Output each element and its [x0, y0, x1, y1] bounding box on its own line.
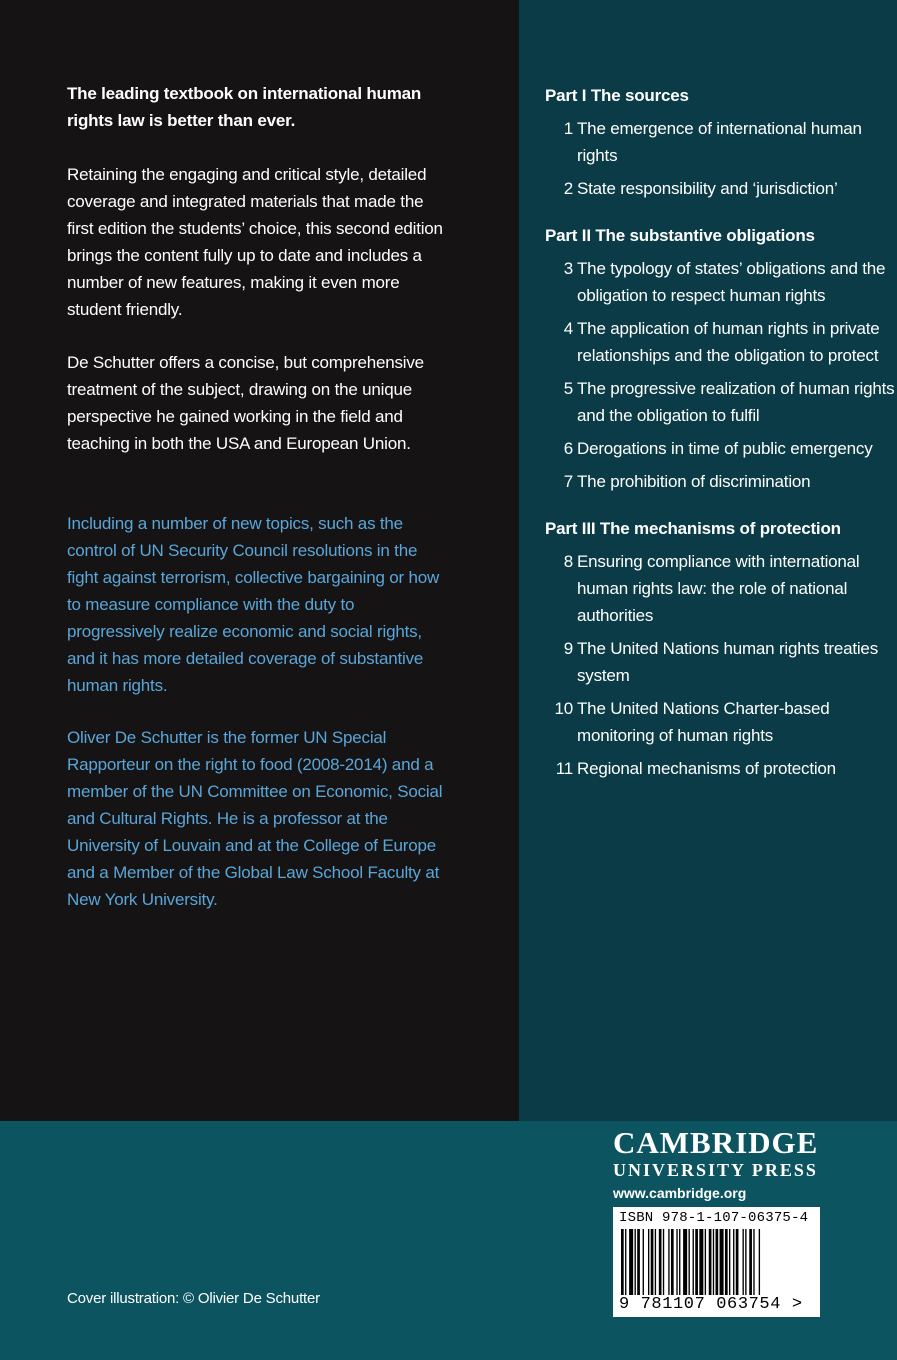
publisher-name-line2: UNIVERSITY PRESS — [613, 1160, 818, 1180]
toc-part — [545, 222, 897, 495]
toc-chapter — [545, 755, 897, 782]
author-summary-paragraph: De Schutter offers a concise, but comprehensive treatment of the subject, drawing on the unique perspective he gained working in the field and teaching in both the USA and European Union. — [67, 353, 424, 453]
chapter-number: 3 — [563, 259, 573, 278]
chapter-number: 5 — [563, 379, 573, 398]
chapter-title: Regional mechanisms of protection — [577, 759, 836, 778]
toc-chapter — [545, 175, 897, 202]
toc-chapter — [545, 435, 897, 462]
publisher-name-line1: CAMBRIDGE — [613, 1125, 819, 1160]
chapter-number: 9 — [563, 639, 573, 658]
barcode-box — [613, 1207, 820, 1317]
lead-paragraph: The leading textbook on international human rights law is better than ever. — [67, 84, 422, 130]
toc-chapter — [545, 468, 897, 495]
toc-chapter — [545, 635, 897, 689]
toc-part — [545, 515, 897, 782]
chapter-title: The application of human rights in private relationships and the obligation to protect — [577, 319, 880, 365]
toc-chapter — [545, 315, 897, 369]
chapter-number: 11 — [555, 759, 573, 778]
isbn-label: ISBN 978-1-107-06375-4 — [619, 1210, 809, 1226]
part-heading: Part II The substantive obligations — [545, 226, 815, 245]
description-paragraph: Retaining the engaging and critical style, detailed coverage and integrated materials that made the first edition the students’ choice, this second edition brings the content fully up to date and includes a number of new features, making it even more student friendly. — [67, 165, 443, 319]
chapter-number: 4 — [563, 319, 573, 338]
barcode-digits: 9 781107 063754 > — [619, 1295, 803, 1314]
chapter-number: 2 — [563, 179, 573, 198]
table-of-contents — [545, 82, 897, 802]
new-topics-paragraph: Including a number of new topics, such as the control of UN Security Council resolutions in the fight against terrorism, collective bargaining or how to measure compliance with the duty to progressively realize economic and social rights, and it has more detailed coverage of substantive human rights. — [67, 514, 440, 695]
publisher-url: www.cambridge.org — [613, 1185, 747, 1201]
part-heading: Part III The mechanisms of protection — [545, 519, 841, 538]
chapter-title: The progressive realization of human rights and the obligation to fulfil — [577, 379, 895, 425]
chapter-title: The United Nations Charter-based monitoring of human rights — [577, 699, 830, 745]
cover-credit: Cover illustration: © Olivier De Schutter — [67, 1290, 320, 1307]
chapter-number: 1 — [563, 119, 573, 138]
chapter-number: 6 — [563, 439, 573, 458]
toc-chapter — [545, 695, 897, 749]
publisher-logo — [613, 1125, 823, 1201]
chapter-title: The emergence of international human rights — [577, 119, 862, 165]
author-bio-paragraph: Oliver De Schutter is the former UN Special Rapporteur on the right to food (2008-2014) and a member of the UN Committee on Economic, Social and Cultural Rights. He is a professor at the University of Louvain and at the College of Europe and a Member of the Global Law School Faculty at New York University. — [67, 728, 443, 909]
left-panel — [0, 0, 519, 1121]
chapter-number: 10 — [554, 699, 573, 718]
chapter-title: Ensuring compliance with international human rights law: the role of national authorities — [577, 552, 860, 625]
chapter-title: The prohibition of discrimination — [577, 472, 811, 491]
barcode-icon — [621, 1229, 807, 1295]
toc-chapter — [545, 548, 897, 629]
chapter-title: Derogations in time of public emergency — [577, 439, 873, 458]
part-heading: Part I The sources — [545, 86, 689, 105]
toc-chapter — [545, 115, 897, 169]
chapter-title: The typology of states’ obligations and the obligation to respect human rights — [577, 259, 886, 305]
toc-part — [545, 82, 897, 202]
toc-chapter — [545, 375, 897, 429]
chapter-number: 8 — [563, 552, 573, 571]
chapter-title: The United Nations human rights treaties system — [577, 639, 878, 685]
toc-chapter — [545, 255, 897, 309]
chapter-title: State responsibility and ‘jurisdiction’ — [577, 179, 838, 198]
chapter-number: 7 — [563, 472, 573, 491]
